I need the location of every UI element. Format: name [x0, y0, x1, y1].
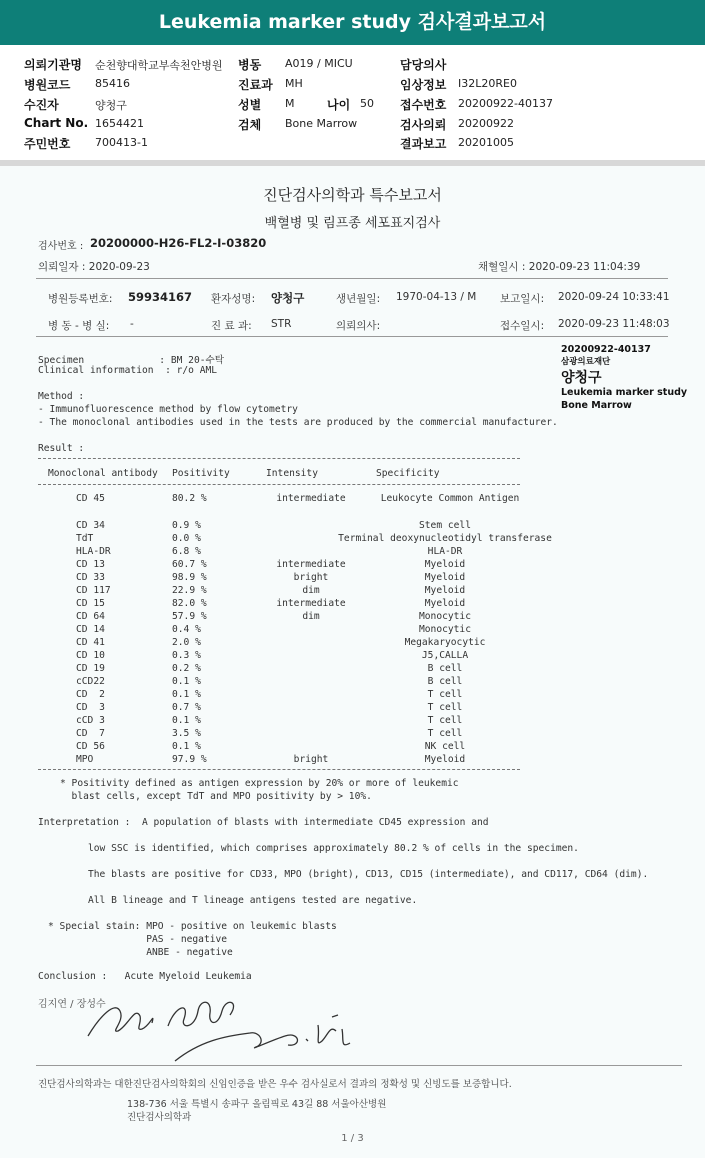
- dept-value: MH: [285, 77, 303, 90]
- marker-specificity: Stem cell: [419, 520, 471, 531]
- reg-no-value: 59934167: [128, 290, 193, 304]
- special-stain-line-1: * Special stain: MPO - positive on leukemic blasts: [48, 921, 337, 932]
- marker-intensity: dim: [302, 611, 320, 622]
- collection-datetime: 채혈일시 : 2020-09-23 11:04:39: [478, 261, 641, 273]
- marker-antibody: CD 56: [76, 741, 105, 752]
- sex-label: 성별: [238, 98, 262, 112]
- marker-specificity: Monocytic: [419, 611, 471, 622]
- marker-positivity: 22.9 %: [172, 585, 207, 596]
- test-no-label: 검사번호 :: [38, 241, 84, 252]
- marker-positivity: 0.1 %: [172, 676, 201, 687]
- reg-no-label: 병원등록번호:: [48, 293, 113, 305]
- patient-name-label-2: 환자성명:: [211, 293, 256, 305]
- marker-positivity: 97.9 %: [172, 754, 207, 765]
- marker-specificity: T cell: [427, 689, 463, 700]
- marker-positivity: 60.7 %: [172, 559, 207, 570]
- marker-positivity: 6.8 %: [172, 546, 201, 557]
- header-antibody: Monoclonal antibody: [48, 468, 158, 479]
- marker-specificity: Megakaryocytic: [404, 637, 486, 648]
- report-subtitle: 백혈병 및 림프종 세포표지검사: [264, 216, 441, 231]
- marker-specificity: B cell: [427, 663, 463, 674]
- marker-specificity: Myeloid: [424, 559, 466, 570]
- ward-label: 병동: [238, 58, 262, 72]
- age-label: 나이: [327, 98, 351, 112]
- table-row-cd45: [0, 493, 705, 506]
- marker-positivity: 2.0 %: [172, 637, 201, 648]
- receive-time-value: 2020-09-23 11:48:03: [558, 318, 670, 330]
- page-number: 1 / 3: [341, 1133, 364, 1144]
- specimen-line: Specimen : BM 20-수탁: [38, 355, 225, 366]
- receipt-no-value: 20200922-40137: [458, 97, 553, 110]
- age-value: 50: [360, 97, 374, 110]
- test-no-value: 20200000-H26-FL2-I-03820: [90, 236, 267, 250]
- dept-value-2: STR: [271, 318, 292, 330]
- specimen-value: Bone Marrow: [285, 117, 358, 130]
- cd45-positivity: 80.2 %: [172, 493, 207, 504]
- marker-specificity: T cell: [427, 728, 463, 739]
- conclusion: Conclusion : Acute Myeloid Leukemia: [38, 971, 252, 982]
- positivity-note-1: * Positivity defined as antigen expression by 20% or more of leukemic: [60, 778, 459, 789]
- table-row: [0, 689, 705, 702]
- marker-specificity: Myeloid: [424, 598, 466, 609]
- marker-intensity: intermediate: [276, 559, 346, 570]
- table-rule-bottom: [38, 769, 520, 770]
- request-date-label: 검사의뢰: [400, 118, 447, 132]
- marker-positivity: 0.0 %: [172, 533, 201, 544]
- marker-specificity: T cell: [427, 715, 463, 726]
- marker-antibody: CD 34: [76, 520, 105, 531]
- report-title: 진단검사의학과 특수보고서: [263, 186, 442, 204]
- table-row: [0, 676, 705, 689]
- marker-antibody: cCD22: [76, 676, 105, 687]
- report-time-label: 보고일시:: [500, 293, 545, 305]
- ward-value: A019 / MICU: [285, 57, 353, 70]
- handwritten-signature: [80, 981, 400, 1071]
- special-stain-line-3: ANBE - negative: [48, 947, 233, 958]
- cd45-intensity: intermediate: [276, 493, 346, 504]
- patient-info-header: [0, 45, 705, 160]
- table-row: [0, 715, 705, 728]
- header-positivity: Positivity: [172, 468, 230, 479]
- dob-label: 생년월일:: [336, 293, 381, 305]
- marker-specificity: Terminal deoxynucleotidyl transferase: [338, 533, 552, 544]
- marker-specificity: HLA-DR: [427, 546, 463, 557]
- marker-antibody: CD 41: [76, 637, 105, 648]
- marker-positivity: 0.1 %: [172, 689, 201, 700]
- marker-specificity: NK cell: [424, 741, 466, 752]
- marker-antibody: CD 117: [76, 585, 111, 596]
- marker-antibody: CD 13: [76, 559, 105, 570]
- info-box-top-line: [36, 278, 668, 279]
- ward-room-value: -: [130, 318, 134, 330]
- marker-positivity: 98.9 %: [172, 572, 207, 583]
- table-row: [0, 546, 705, 559]
- table-row: [0, 572, 705, 585]
- specimen-label: 검체: [238, 118, 262, 132]
- receive-time-label: 접수일시:: [500, 320, 545, 332]
- patient-name-label: 수진자: [24, 98, 59, 112]
- report-time-value: 2020-09-24 10:33:41: [558, 291, 670, 303]
- chart-no-value: 1654421: [95, 117, 144, 130]
- dept-label: 진료과: [238, 78, 273, 92]
- marker-specificity: Myeloid: [424, 572, 466, 583]
- marker-positivity: 0.1 %: [172, 741, 201, 752]
- sticker-receipt-no: 20200922-40137: [561, 344, 651, 355]
- marker-antibody: CD 64: [76, 611, 105, 622]
- cd45-specificity: Leukocyte Common Antigen: [380, 493, 520, 504]
- table-row: [0, 650, 705, 663]
- special-stain-line-2: PAS - negative: [48, 934, 228, 945]
- table-row: [0, 624, 705, 637]
- request-date-value: 20200922: [458, 117, 514, 130]
- marker-specificity: Myeloid: [424, 585, 466, 596]
- marker-specificity: Myeloid: [424, 754, 466, 765]
- report-date-label: 결과보고: [400, 137, 447, 151]
- table-rule-header: [38, 484, 520, 485]
- marker-specificity: B cell: [427, 676, 463, 687]
- marker-intensity: dim: [302, 585, 320, 596]
- patient-name-value-2: 양청구: [271, 291, 305, 305]
- marker-specificity: T cell: [427, 702, 463, 713]
- chart-no-label: Chart No.: [24, 116, 89, 130]
- table-row: [0, 520, 705, 533]
- hospital-code-value: 85416: [95, 77, 130, 90]
- marker-positivity: 0.7 %: [172, 702, 201, 713]
- table-row: [0, 533, 705, 546]
- hospital-code-label: 병원코드: [24, 78, 71, 92]
- marker-intensity: intermediate: [276, 598, 346, 609]
- table-row: [0, 598, 705, 611]
- clinical-info-value: I32L20RE0: [458, 77, 517, 90]
- lab-department: 진단검사의학과: [127, 1112, 192, 1123]
- method-title: Method :: [38, 391, 85, 402]
- sticker-test-name: Leukemia marker study: [561, 387, 688, 398]
- ssn-value: 700413-1: [95, 136, 148, 149]
- table-rule-top: [38, 458, 520, 459]
- table-row: [0, 637, 705, 650]
- info-box-bottom-line: [36, 336, 668, 337]
- sex-value: M: [285, 97, 295, 110]
- interpretation-line-1: Interpretation : A population of blasts with intermediate CD45 expression and: [38, 817, 489, 828]
- table-row: [0, 754, 705, 767]
- table-row: [0, 741, 705, 754]
- marker-antibody: cCD 3: [76, 715, 105, 726]
- result-title: Result :: [38, 443, 85, 454]
- marker-antibody: CD 3: [76, 702, 105, 713]
- method-line-2: - The monoclonal antibodies used in the tests are produced by the commercial manufacturer.: [38, 417, 558, 428]
- table-row: [0, 702, 705, 715]
- marker-antibody: CD 14: [76, 624, 105, 635]
- footer-rule: [36, 1065, 682, 1066]
- marker-positivity: 57.9 %: [172, 611, 207, 622]
- sticker-lab-name: 삼광의료재단: [561, 357, 611, 367]
- request-date: 의뢰일자 : 2020-09-23: [38, 261, 150, 273]
- table-row: [0, 585, 705, 598]
- header-specificity: Specificity: [376, 468, 440, 479]
- interpretation-line-4: All B lineage and T lineage antigens tested are negative.: [88, 895, 418, 906]
- marker-antibody: HLA-DR: [76, 546, 111, 557]
- table-row: [0, 663, 705, 676]
- marker-positivity: 0.9 %: [172, 520, 201, 531]
- marker-positivity: 0.1 %: [172, 715, 201, 726]
- marker-antibody: CD 33: [76, 572, 105, 583]
- receipt-no-label: 접수번호: [400, 98, 447, 112]
- marker-antibody: CD 7: [76, 728, 105, 739]
- institution-value: 순천향대학교부속천안병원: [95, 59, 223, 72]
- positivity-note-2: blast cells, except TdT and MPO positivity by > 10%.: [60, 791, 372, 802]
- report-banner-title: Leukemia marker study 검사결과보고서: [0, 0, 705, 45]
- marker-positivity: 0.2 %: [172, 663, 201, 674]
- marker-positivity: 0.3 %: [172, 650, 201, 661]
- doctor-label: 담당의사: [400, 58, 447, 72]
- method-line-1: - Immunofluorescence method by flow cytometry: [38, 404, 298, 415]
- clinical-info-line: Clinical information : r/o AML: [38, 365, 218, 376]
- interpretation-line-2: low SSC is identified, which comprises approximately 80.2 % of cells in the specimen.: [88, 843, 579, 854]
- sticker-specimen: Bone Marrow: [561, 400, 632, 411]
- marker-antibody: MPO: [76, 754, 94, 765]
- dept-label-2: 진 료 과:: [211, 320, 252, 332]
- sticker-patient-name: 양청구: [561, 370, 602, 386]
- scanned-report: [0, 166, 705, 1158]
- marker-antibody: TdT: [76, 533, 94, 544]
- report-date-value: 20201005: [458, 136, 514, 149]
- certification-statement: 진단검사의학과는 대한진단검사의학회의 신임인증을 받은 우수 검사실로서 결과의 정확성 및 신빙도를 보증합니다.: [38, 1079, 512, 1090]
- table-row: [0, 728, 705, 741]
- marker-intensity: bright: [293, 572, 329, 583]
- physician-label: 의뢰의사:: [336, 320, 381, 332]
- institution-label: 의뢰기관명: [24, 58, 82, 72]
- marker-specificity: Monocytic: [419, 624, 471, 635]
- header-intensity: Intensity: [266, 468, 318, 479]
- dob-value: 1970-04-13 / M: [396, 291, 477, 303]
- signer-names: 김지연 / 장성수: [38, 999, 106, 1010]
- marker-antibody: CD 2: [76, 689, 105, 700]
- marker-intensity: bright: [293, 754, 329, 765]
- ssn-label: 주민번호: [24, 137, 71, 151]
- marker-positivity: 3.5 %: [172, 728, 201, 739]
- marker-antibody: CD 10: [76, 650, 105, 661]
- ward-room-label: 병 동 - 병 실:: [48, 320, 110, 332]
- marker-positivity: 82.0 %: [172, 598, 207, 609]
- table-row: [0, 611, 705, 624]
- marker-antibody: CD 15: [76, 598, 105, 609]
- interpretation-line-3: The blasts are positive for CD33, MPO (bright), CD13, CD15 (intermediate), and CD117, CD64 (dim).: [88, 869, 649, 880]
- marker-positivity: 0.4 %: [172, 624, 201, 635]
- marker-antibody: CD 19: [76, 663, 105, 674]
- clinical-info-label: 임상정보: [400, 78, 447, 92]
- table-row: [0, 559, 705, 572]
- marker-specificity: J5,CALLA: [421, 650, 469, 661]
- patient-name-value: 양청구: [95, 99, 127, 112]
- cd45-antibody: CD 45: [76, 493, 105, 504]
- lab-address: 138-736 서울 특별시 송파구 올림픽로 43길 88 서울아산병원: [127, 1099, 387, 1110]
